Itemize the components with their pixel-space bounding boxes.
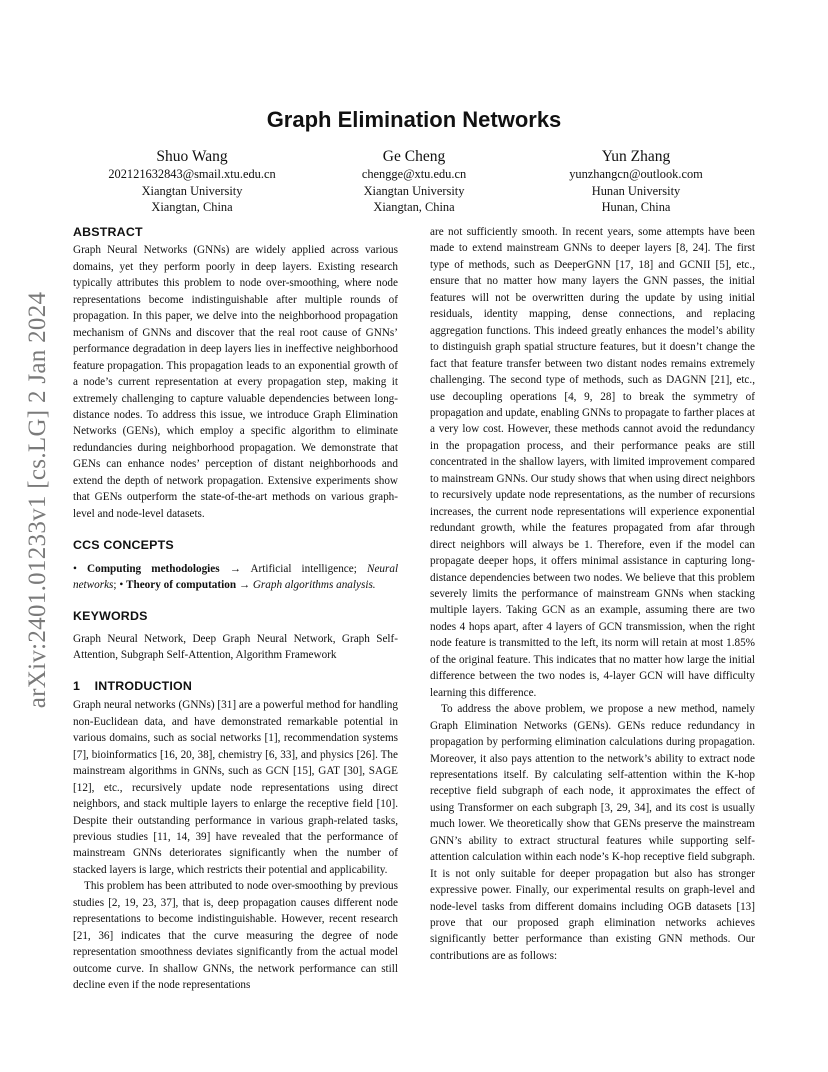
abstract-text: Graph Neural Networks (GNNs) are widely applied across various domains, yet they perform poorly in deep layers. Existing research typically attributes this problem to node over-smoothing, where node representations become indistinguishable after multiple rounds of propagation. In this paper, we delve into the neighborhood propagation mechanism of GNNs and discover that the real root cause of GNNs’ performance degradation in deep layers lies in ineffective neighborhood feature propagation. This propagation leads to an exponential growth of a node’s current representation at every propagation step, making it extremely challenging to capture valuable dependencies between long-distance nodes. To address this issue, we introduce Graph Elimination Networks (GENs), which employ a specific algorithm to eliminate redundancies during neighborhood propagation. We demonstrate that GENs can enhance nodes’ perception of distant neighborhoods and extend the depth of network propagation. Extensive experiments show that GENs outperform the state-of-the-art methods on various graph-level and node-level datasets. bbox=[73, 244, 398, 520]
ccs-heading: CCS CONCEPTS bbox=[73, 538, 174, 553]
left-column bbox=[73, 224, 398, 993]
author-affiliation: Xiangtan University bbox=[141, 183, 243, 198]
author-affiliation: Xiangtan University bbox=[363, 183, 465, 198]
author-block bbox=[82, 147, 302, 216]
author-affiliation: Hunan University bbox=[591, 183, 681, 198]
keywords-heading: KEYWORDS bbox=[73, 608, 148, 623]
intro-paragraph: To address the above problem, we propose a new method, namely Graph Elimination Networks (GENs). GENs reduce redundancy in propagation by performing elimination calculations during propagation. Moreover, it also pays attention to the network’s ability to extract node representations itself. By calculating self-attention within the K-hop receptive field subgraph of each node, it approximates the effect of using Transformer on each subgraph [3, 29, 34], and its cost is usually much lower. We theoretically show that GENs preserve the mainstream GNN’s ability to extract structural features while supporting self-attention calculation within each node’s K-hop receptive field subgraph. It is not only suitable for deeper propagation but also has stronger expressive power. Finally, our experimental results on graph-level and node-level tasks from different domains including OGB datasets [13] prove that our proposed graph elimination networks achieves significantly better performance than existing GNN methods. Our contributions are as follows: bbox=[430, 703, 755, 962]
paper-title: Graph Elimination Networks bbox=[266, 107, 562, 132]
keywords-text: Graph Neural Network, Deep Graph Neural Network, Graph Self-Attention, Subgraph Self-Attention, Algorithm Framework bbox=[73, 632, 398, 662]
arxiv-sidebar bbox=[18, 291, 58, 709]
arxiv-identifier: arXiv:2401.01233v1 [cs.LG] 2 Jan 2024 bbox=[24, 291, 51, 709]
author-name: Yun Zhang bbox=[601, 148, 671, 165]
author-block bbox=[526, 147, 746, 216]
author-email: chengge@xtu.edu.cn bbox=[361, 167, 467, 181]
right-column bbox=[430, 224, 755, 964]
author-email: yunzhangcn@outlook.com bbox=[569, 167, 703, 181]
section-heading-introduction: 1 INTRODUCTION bbox=[73, 678, 193, 693]
ccs-concepts: • Computing methodologies → Artificial intelligence; Neural networks; • Theory of computation → Graph algorithms analysis. bbox=[73, 562, 399, 592]
author-email: 202121632843@smail.xtu.edu.cn bbox=[108, 167, 276, 181]
author-name: Ge Cheng bbox=[382, 148, 446, 165]
abstract-heading: ABSTRACT bbox=[73, 225, 143, 239]
intro-paragraph: are not sufficiently smooth. In recent years, some attempts have been made to extend mainstream GNNs to deeper layers [8, 24]. The first type of methods, such as DeeperGNN [17, 18] and GCNII [5], etc., ensure that no matter how many layers the GNN passes, the initial features will not be overwritten during the update by using initial residuals, identity mapping, dense connections, and replacing aggregation functions. This indeed greatly enhances the model’s ability to distinguish graph spatial structure features, but it doesn’t change the fact that feature transfer between two distant nodes remains extremely challenging. The second type of methods, such as DAGNN [21], etc., use decoupling operations [4, 9, 28] to break the symmetry of propagation and update, enabling GNNs to propagate to farther places at a very low cost. However, these methods cannot avoid the redundancy in the propagation process, and their performance peaks are still concentrated in the shallow layers, with limited improvement compared to mainstream GNNs. Our study shows that when using direct neighbors to recursively update node representations, as the number of recursions increases, the current node representations will experience exponential redundant growth, while the features propagated from afar through direct neighbors will always be 1. Therefore, even if the model can propagate deeper hops, it offers minimal assistance in capturing long-distance dependencies between two nodes. We believe that this problem severely limits the performance of mainstream GNNs when stacking multiple layers. Taking GCN as an example, assuming there are two nodes 4 hops apart, after 4 layers of GCN transmission, when the right node feature is transmitted to the left, its norm will retain at most 1.85% of the original feature. This indicates that no matter how large the initial difference between the two nodes is, 4-layer GCN will have difficulty learning this difference. bbox=[430, 226, 755, 699]
author-location: Xiangtan, China bbox=[373, 200, 455, 215]
intro-paragraph: This problem has been attributed to node over-smoothing by previous studies [2, 19, 23, 37], that is, deep propagation causes different node representations to become indistinguishable. However, recent research [21, 36] indicates that the curve measuring the degree of node representation smoothness deviates significantly from the actual model outcome curve. In shallow GNNs, the network performance can still decline even if the node representations bbox=[73, 880, 398, 992]
author-name: Shuo Wang bbox=[156, 148, 228, 165]
author-block bbox=[304, 147, 524, 216]
author-location: Xiangtan, China bbox=[151, 200, 233, 215]
author-location: Hunan, China bbox=[601, 200, 671, 215]
intro-paragraph: Graph neural networks (GNNs) [31] are a powerful method for handling non-Euclidean data, and have demonstrated remarkable potential in various domains, such as social networks [1], recommendation systems [7], bioinformatics [16, 20, 38], chemistry [6, 33], and physics [26]. The mainstream algorithms in GNNs, such as GCN [15], GAT [30], SAGE [12], etc., recursively update node representations using direct neighbors, and stack multiple layers to enlarge the receptive field [10]. Despite their outstanding performance in various graph-related tasks, previous studies [11, 14, 39] have revealed that the performance of mainstream GNNs deteriorates significantly when the number of stacked layers is large, which restricts their potential and applicability. bbox=[73, 699, 398, 876]
